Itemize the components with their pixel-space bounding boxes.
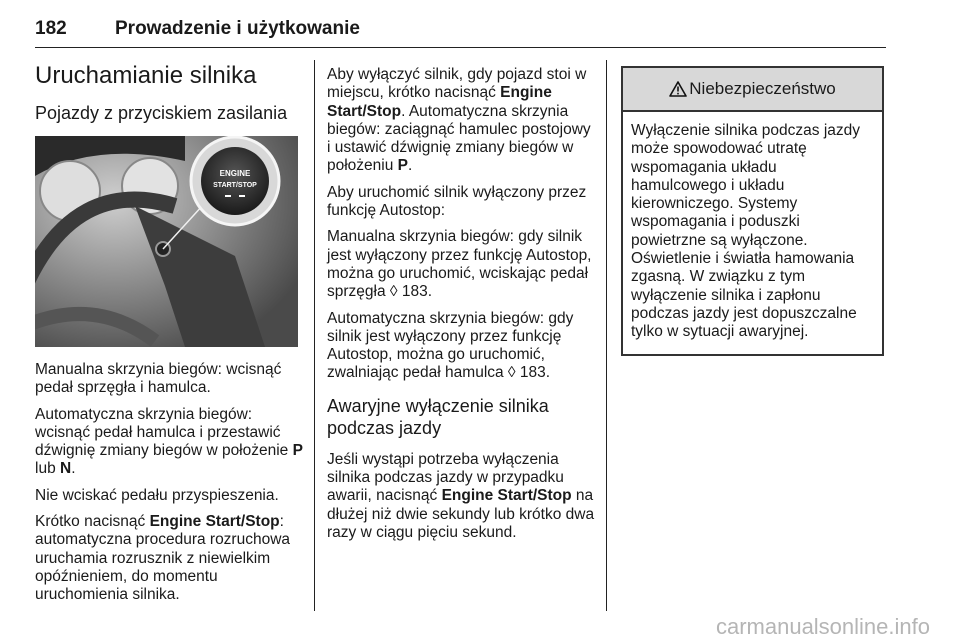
section-title: Uruchamianie silnika [35, 62, 257, 89]
paragraph-automatic: Automatyczna skrzynia biegów: wcisnąć pedał hamulca i przestawić dźwignię zmiany biegów w położenie P lub N. [35, 405, 303, 478]
paragraph-emergency: Jeśli wystąpi potrzeba wyłączenia silnika podczas jazdy w przypadku awarii, nacisnąć Engine Start/Stop na dłużej niż dwie sekundy lub krótko dwa razy w ciągu pięciu sekund. [327, 450, 595, 541]
paragraph-stop-engine: Aby wyłączyć silnik, gdy pojazd stoi w miejscu, krótko nacisnąć Engine Start/Stop. Automatyczna skrzynia biegów: zaciągnąć hamulec postojowy i ustawić dźwignię zmiany biegów w położeniu P. [327, 66, 591, 175]
warning-header [623, 68, 882, 112]
paragraph-autostop-intro: Aby uruchomić silnik wyłączony przez funkcję Autostop: [327, 183, 587, 220]
button-label-2: START/STOP [213, 182, 257, 189]
page-number: 182 [35, 18, 67, 39]
section-subtitle: Pojazdy z przyciskiem zasilania [35, 103, 288, 123]
column-2 [327, 66, 597, 550]
button-label-1: ENGINE [219, 169, 251, 178]
emergency-heading: Awaryjne wyłączenie silnika podczas jazdy [327, 395, 549, 438]
warning-triangle-icon [669, 81, 687, 97]
column-divider-1 [314, 60, 315, 611]
warning-title: Niebezpieczeństwo [689, 79, 836, 98]
engine-start-button-photo [35, 136, 298, 347]
column-1 [35, 62, 305, 613]
watermark: carmanualsonline.info [715, 614, 930, 639]
chapter-title: Prowadzenie i użytkowanie [115, 18, 360, 39]
warning-box [621, 66, 884, 356]
paragraph-autostop-manual: Manualna skrzynia biegów: gdy silnik jest wyłączony przez funkcję Autostop, można go uruchomić, wciskając pedał sprzęgła ◊ 183. [327, 228, 592, 301]
paragraph-start-procedure: Krótko nacisnąć Engine Start/Stop: automatyczna procedura rozruchowa uruchamia rozrusznik z niewielkim opóźnieniem, do momentu uruchomienia silnika. [35, 513, 291, 604]
paragraph-accelerator: Nie wciskać pedału przyspieszenia. [35, 486, 279, 504]
column-divider-2 [606, 60, 607, 611]
paragraph-manual: Manualna skrzynia biegów: wcisnąć pedał sprzęgła i hamulca. [35, 361, 282, 397]
page-header [35, 18, 360, 40]
paragraph-autostop-automatic: Automatyczna skrzynia biegów: gdy silnik jest wyłączony przez funkcję Autostop, można go uruchomić, zwalniając pedał hamulca ◊ 183. [327, 309, 574, 382]
header-rule [35, 47, 886, 48]
warning-text: Wyłączenie silnika podczas jazdy może spowodować utratę wspomagania układu hamulcowego i układu kierowniczego. Systemy wspomagania i poduszki powietrzne są wyłączone. Oświetlenie i światła hamowania zgasną. W związku z tym wyłączenie silnika i zapłonu podczas jazdy jest dopuszczalne tylko w sytuacji awaryjnej. [631, 122, 861, 341]
